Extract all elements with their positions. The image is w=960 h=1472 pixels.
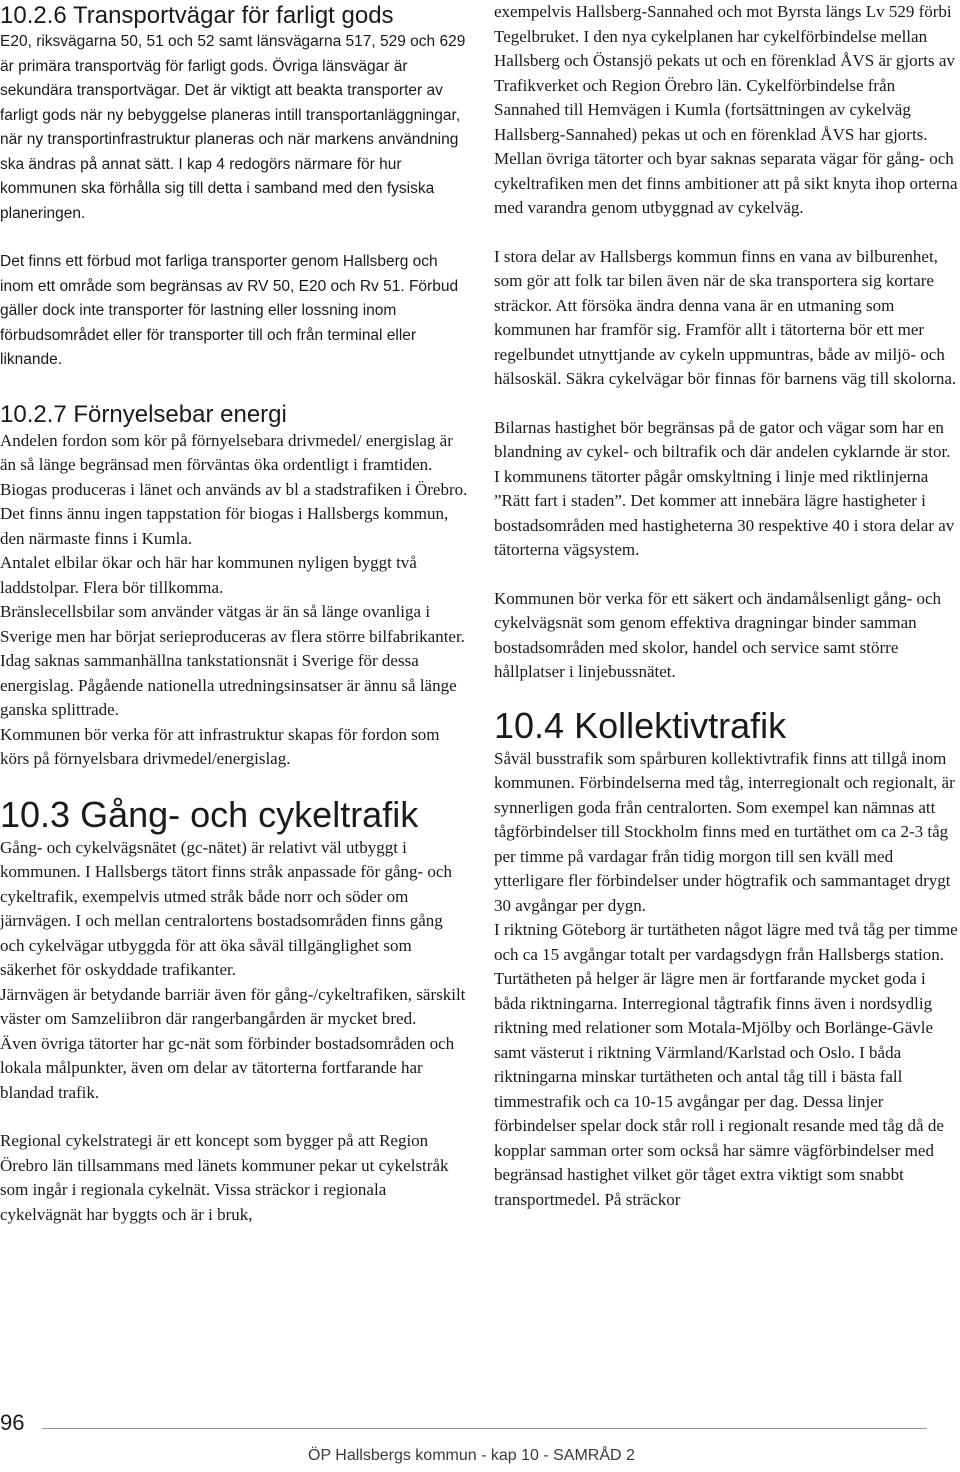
paragraph-speed-limits-1: Bilarnas hastighet bör begränsas på de gator och vägar som har en blandning av cykel- och biltrafik och där andelen cyklarnde är stor. [494,417,951,461]
right-column [494,0,960,1212]
paragraph-walking-2: Järnvägen är betydande barriär även för gång-/cykeltrafiken, särskilt väster om Samzeliibron där rangerbangården är mycket bred. [0,984,466,1028]
paragraph-regional-strategy: Regional cykelstrategi är ett koncept som bygger på att Region Örebro län tillsammans med länets kommuner pekar ut cykelstråk som ingår i regionala cykelnät. Vissa sträckor i regionala cykelvägnät har byggts och är i bruk, [0,1131,449,1224]
section-heading-10-2-6: 10.2.6 Transportvägar för farligt gods [0,2,394,29]
paragraph-energy-4: Bränslecellsbilar som använder vätgas är än så länge ovanliga i Sverige men har börjat serieproduceras av flera större bilfabrikanter. [0,602,465,646]
paragraph-public-transport-2: I riktning Göteborg är turtätheten något lägre med två tåg per timme och ca 15 avgångar totalt per vardagsdygn från Hallsbergs station. Turtätheten på helger är lägre men är fortfarande mycket goda i båda riktningarna. Interregional tågtrafik finns även i nordsydlig riktning med relationer som Motala-Mjölby och Borlänge-Gävle samt västerut i riktning Värmland/Karlstad och Oslo. I båda riktningarna minskar turtätheten och antal tåg till i bästa fall timmestrafik och ca 10-15 avgångar per dag. Dessa linjer förbindelser spelar dock står roll i regionalt resande med tåg då de kopplar samman orter som också har sämre vägförbindelser med begränsad hastighet vilket gör tåget extra viktigt som snabbt transportmedel. På sträckor [494,920,958,1209]
paragraph-energy-2: Biogas produceras i länet och används av bl a stadstrafiken i Örebro. Det finns ännu ingen tappstation för biogas i Hallsbergs kommun, den närmaste finns i Kumla. [0,479,468,548]
paragraph-transport-ban: Det finns ett förbud mot farliga transporter genom Hallsberg och inom ett område som begränsas av RV 50, E20 och Rv 51. Förbud gäller dock inte transporter för lastning eller lossning inom förbudsområdet eller för transporter till och från terminal eller liknande. [0,253,459,368]
footer-divider [42,1428,927,1429]
section-heading-10-4: 10.4 Kollektivtrafik [494,704,787,746]
paragraph-energy-1: Andelen fordon som kör på förnyelsebara drivmedel/ energislag är än så länge begränsad men förväntas öka ordentligt i framtiden. [0,430,453,474]
paragraph-network: Kommunen bör verka för ett säkert och ändamålsenligt gång- och cykelvägsnät som genom effektiva dragningar binder samman bostadsområden med skolor, handel och service samt större hållplatser i linjebussnätet. [494,588,942,681]
left-column [0,0,470,1227]
paragraph-car-habits: I stora delar av Hallsbergs kommun finns en vana av bilburenhet, som gör att folk tar bilen även när de ska transportera sig kortare sträckor. Att försöka ändra denna vana är en utmaning som kommunen har framför sig. Framför allt i tätorterna bör ett mer regelbundet utnyttjande av cykeln uppmuntras, både av miljö- och hälsoskäl. Säkra cykelvägar bör finnas för barnens väg till skolorna. [494,246,957,388]
paragraph-energy-6: Kommunen bör verka för att infrastruktur skapas för fordon som körs på förnyelsbara drivmedel/energislag. [0,724,440,768]
paragraph-speed-limits-2: I kommunens tätorter pågår omskyltning i linje med riktlinjerna ”Rätt fart i staden”. Det kommer att innebära lägre hastigheter i bostadsområden med hastigheterna 30 respektive 40 i stora delar av tätorterna vägsystem. [494,466,955,559]
paragraph-energy-3: Antalet elbilar ökar och här har kommunen nyligen byggt två laddstolpar. Flera bör tillkomma. [0,553,417,597]
paragraph-walking-3: Även övriga tätorter har gc-nät som förbinder bostadsområden och lokala målpunkter, även om delar av tätorterna fortfarande har blandad trafik. [0,1033,455,1102]
paragraph-public-transport-1: Såväl busstrafik som spårburen kollektivtrafik finns att tillgå inom kommunen. Förbindelserna med tåg, interregionalt och regionalt, är synnerligen goda från centralorten. Som exempel kan nämnas att tågförbindelser till Stockholm finns med en turtäthet om ca 2-3 tåg per timme på vardagar från tidig morgon till sen kväll med ytterligare fler förbindelser under högtrafik och sammantaget drygt 30 avgångar per dygn. [494,748,955,915]
section-heading-10-3: 10.3 Gång- och cykeltrafik [0,793,419,835]
page-number: 96 [0,1410,25,1435]
paragraph-energy-5: Idag saknas sammanhällna tankstationsnät i Sverige för dessa energislag. Pågående nationella utredningsinsatser är ännu så länge ganska splittrade. [0,651,457,719]
paragraph-walking-1: Gång- och cykelvägsnätet (gc-nätet) är relativt väl utbyggt i kommunen. I Hallsbergs tätort finns stråk anpassade för gång- och cykeltrafik, exempelvis utmed stråk både norr och söder om järnvägen. I och mellan centralortens bostadsområden finns gång och cykelvägar utbyggda för att öka såväl tillgänglighet som säkerhet för oskyddade trafikanter. [0,837,452,979]
section-heading-10-2-7: 10.2.7 Förnyelsebar energi [0,400,287,428]
paragraph-transport-intro: E20, riksvägarna 50, 51 och 52 samt länsvägarna 517, 529 och 629 är primära transportväg för farligt gods. Övriga länsvägar är sekundära transportvägar. Det är viktigt att beakta transporter av farligt gods när ny bebyggelse planeras intill transportanläggningar, när ny transportinfrastruktur planeras och när markens användning ska ändras på annat sätt. I kap 4 redogörs närmare för hur kommunen ska förhålla sig till detta i samband med den fysiska planeringen. [0,33,466,222]
paragraph-cycle-continued: exempelvis Hallsberg-Sannahed och mot Byrsta längs Lv 529 förbi Tegelbruket. I den nya cykelplanen har cykelförbindelse mellan Hallsberg och Östansjö pekats ut och en förenklad ÅVS är gjorts av Trafikverket och Region Örebro län. Cykelförbindelse från Sannahed till Hemvägen i Kumla (fortsättningen av cykelväg Hallsberg-Sannahed) pekas ut och en förenklad ÅVS har gjorts. Mellan övriga tätorter och byar saknas separata vägar för gång- och cykeltrafiken men det finns ambitioner att på sikt knyta ihop orterna med varandra genom utbyggnad av cykelväg. [494,2,958,217]
footer-text: ÖP Hallsbergs kommun - kap 10 - SAMRÅD 2 [308,1447,635,1464]
